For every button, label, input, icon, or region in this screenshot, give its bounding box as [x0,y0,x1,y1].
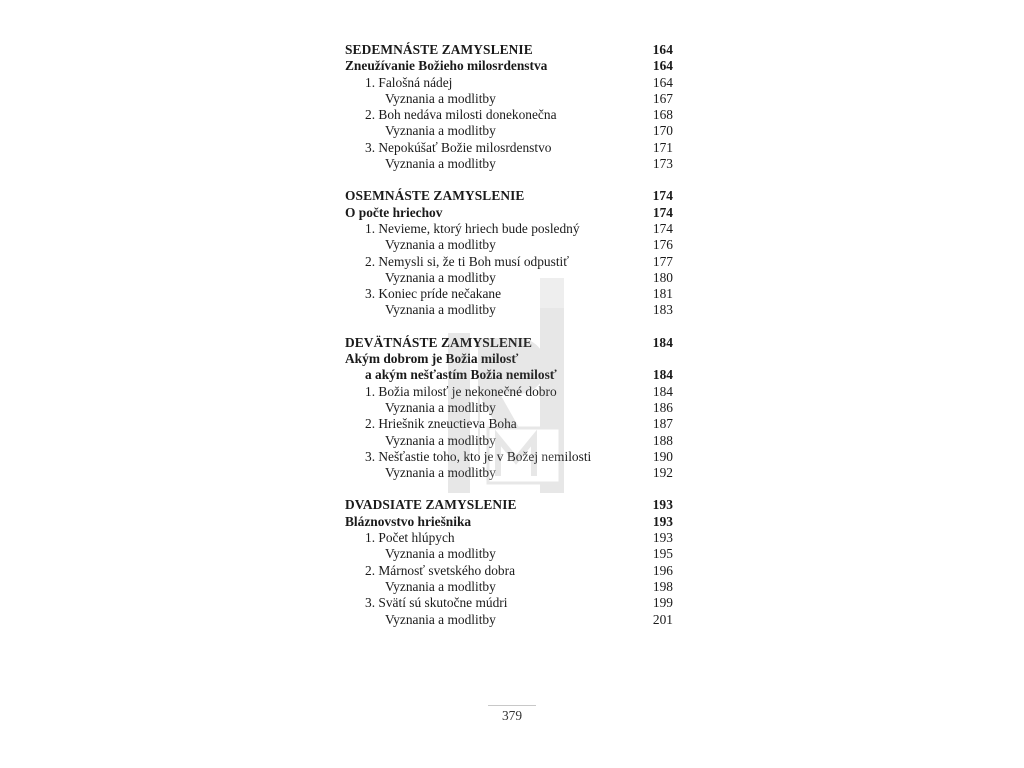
toc-entry [345,221,673,237]
toc-section [345,335,673,482]
toc-subentry [345,546,673,562]
toc-section [345,42,673,172]
toc-chapter-heading [345,188,673,204]
toc-chapter-heading [345,42,673,58]
toc-subentry [345,579,673,595]
toc-page-number: 198 [652,578,673,594]
toc-entry-text: Vyznania a modlitby [385,432,496,448]
toc-entry [345,416,673,432]
toc-page-number: 184 [652,383,673,399]
toc-entry [345,140,673,156]
toc-subentry [345,123,673,139]
toc-page-number: 192 [652,465,673,481]
toc-page-number: 183 [652,302,673,318]
toc-subentry [345,156,673,172]
toc-entry-text: 3. Svätí sú skutočne múdri [365,595,508,611]
toc-page-number: 170 [652,123,673,139]
toc-entry-text: 3. Nešťastie toho, kto je v Božej nemilosti [365,448,592,464]
toc-page-number: 174 [652,204,673,220]
toc-entry-text: 2. Márnosť svetského dobra [365,562,516,578]
toc-page-number: 164 [652,74,673,90]
toc-entry [345,254,673,270]
toc-subentry [345,433,673,449]
toc-entry-text: DEVÄTNÁSTE ZAMYSLENIE [345,334,533,350]
toc-entry-text: 3. Koniec príde nečakane [365,286,502,302]
toc-page-number: 176 [652,237,673,253]
toc-chapter-heading [345,335,673,351]
toc-page-number: 196 [652,562,673,578]
toc-page-number: 184 [652,367,673,383]
toc-entry-text: Akým dobrom je Božia milosť [345,351,519,367]
toc-entry [345,563,673,579]
toc-entry-text: Vyznania a modlitby [385,611,496,627]
toc-chapter-title [345,514,673,530]
toc-page-number: 193 [652,513,673,529]
toc-page-number: 199 [652,595,673,611]
toc-entry-text: 3. Nepokúšať Božie milosrdenstvo [365,139,552,155]
toc-entry-text: Vyznania a modlitby [385,90,496,106]
toc-entry [345,75,673,91]
toc-page-number: 180 [652,269,673,285]
toc-entry-text: Vyznania a modlitby [385,465,496,481]
toc-entry-text: 1. Nevieme, ktorý hriech bude posledný [365,220,580,236]
toc-entry-text: 2. Hriešnik zneuctieva Boha [365,416,517,432]
toc-subentry [345,400,673,416]
toc-entry-text: Vyznania a modlitby [385,302,496,318]
toc-chapter-title [345,351,673,367]
toc-subentry [345,237,673,253]
toc-subentry [345,270,673,286]
toc-entry [345,449,673,465]
toc-entry-text: a akým nešťastím Božia nemilosť [365,367,557,383]
toc-entry-text: 1. Počet hlúpych [365,530,455,546]
toc-chapter-heading [345,497,673,513]
toc-page-number: 174 [652,188,673,204]
toc-entry-text: Vyznania a modlitby [385,123,496,139]
toc-page-number: 164 [652,42,673,57]
toc-page-number: 173 [652,156,673,172]
toc-page-number: 201 [652,611,673,627]
toc-page-number: 187 [652,416,673,432]
toc-entry-text: 2. Boh nedáva milosti donekonečna [365,107,557,123]
toc-entry-text: 1. Božia milosť je nekonečné dobro [365,383,557,399]
toc-page-number: 181 [652,286,673,302]
toc-entry-text: Vyznania a modlitby [385,546,496,562]
toc-subentry [345,91,673,107]
toc-page-number: 174 [652,220,673,236]
toc-entry-text: Vyznania a modlitby [385,156,496,172]
toc-entry [345,384,673,400]
toc-entry [345,107,673,123]
toc-entry-text: 1. Falošná nádej [365,74,453,90]
toc-entry-text: DVADSIATE ZAMYSLENIE [345,497,517,513]
toc-entry-text: OSEMNÁSTE ZAMYSLENIE [345,188,525,204]
toc-section [345,497,673,627]
toc-subentry [345,465,673,481]
toc-entry-text: SEDEMNÁSTE ZAMYSLENIE [345,42,533,57]
toc-entry [345,595,673,611]
toc-entry-text: 2. Nemysli si, že ti Boh musí odpustiť [365,253,569,269]
toc-entry-text: Vyznania a modlitby [385,578,496,594]
toc-page-number: 186 [652,399,673,415]
toc-chapter-title [345,205,673,221]
toc-section [345,188,673,318]
toc-page-number: 193 [652,497,673,513]
footer-rule [488,705,536,706]
toc-page-number: 167 [652,90,673,106]
toc-chapter-title [345,58,673,74]
toc-page-number: 168 [652,107,673,123]
toc-subentry [345,302,673,318]
toc-page-number: 164 [652,58,673,74]
toc-page-number: 188 [652,432,673,448]
toc-page-number: 184 [652,334,673,350]
toc-page-number: 190 [652,448,673,464]
toc-entry-text: Bláznovstvo hriešnika [345,513,472,529]
toc-entry-text: Vyznania a modlitby [385,399,496,415]
toc-entry-text: Vyznania a modlitby [385,237,496,253]
toc-entry [345,286,673,302]
toc-entry-text: Vyznania a modlitby [385,269,496,285]
toc-entry-text: Zneužívanie Božieho milosrdenstva [345,58,548,74]
toc-page-number: 195 [652,546,673,562]
toc-page-number: 177 [652,253,673,269]
toc-entry [345,530,673,546]
page-number: 379 [501,708,523,723]
table-of-contents [345,42,673,644]
toc-entry-text: O počte hriechov [345,204,443,220]
toc-chapter-title [345,367,673,383]
toc-subentry [345,612,673,628]
toc-page-number: 171 [652,139,673,155]
toc-page-number: 193 [652,530,673,546]
